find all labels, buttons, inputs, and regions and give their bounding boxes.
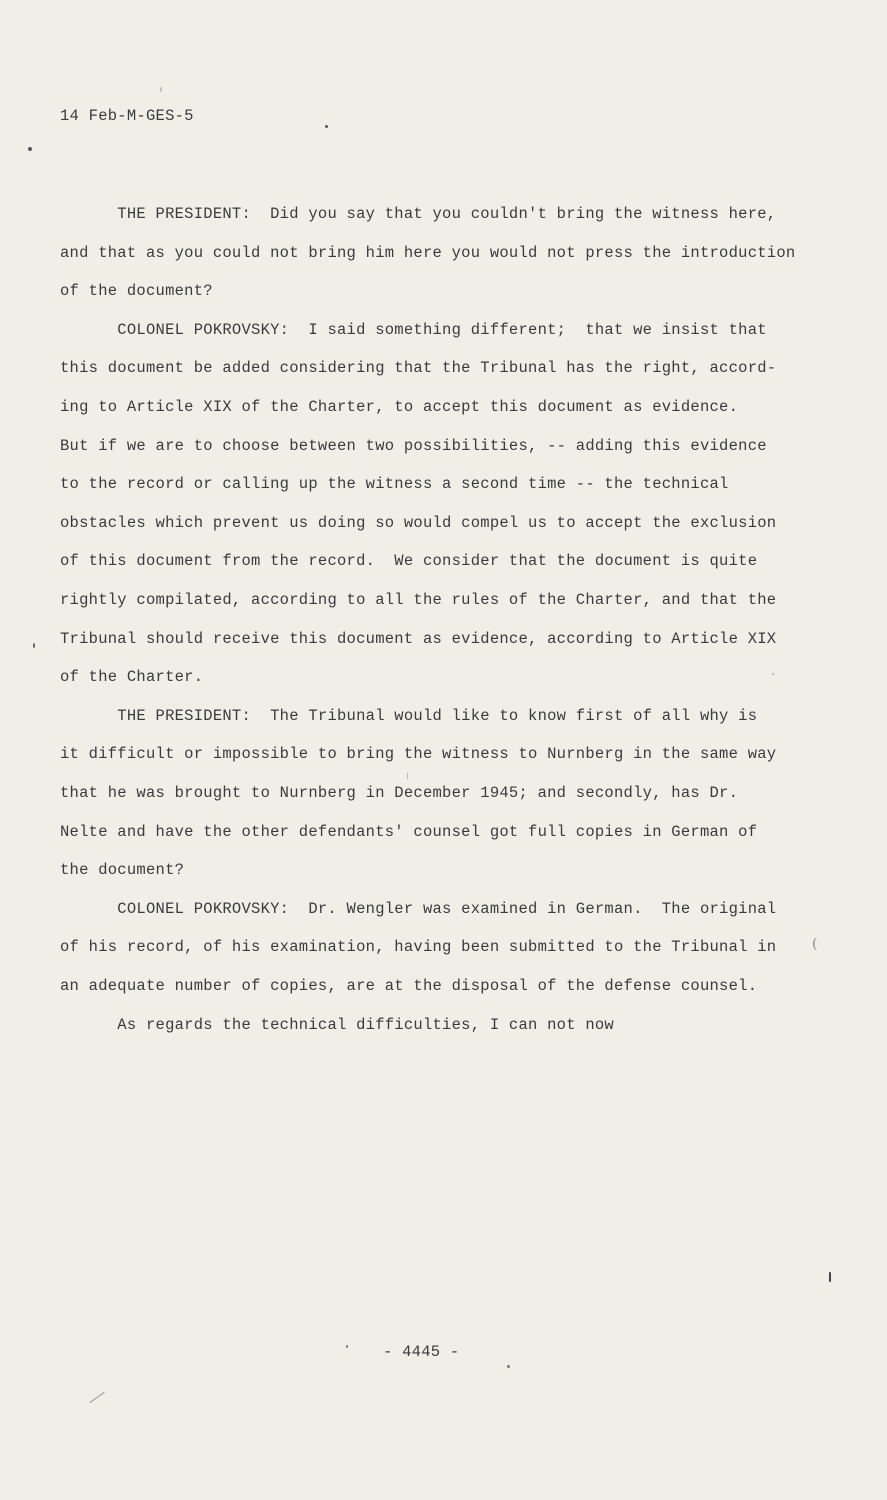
page-number: - 4445 - <box>383 1343 460 1361</box>
text-line: COLONEL POKROVSKY: I said something different; that we insist that <box>60 320 767 339</box>
ink-speck <box>407 772 408 780</box>
ink-speck <box>325 125 328 128</box>
ink-speck <box>346 1345 348 1348</box>
text-line: COLONEL POKROVSKY: Dr. Wengler was examined in German. The original <box>60 899 777 918</box>
text-line: of the Charter. <box>60 668 204 687</box>
pencil-scratch <box>89 1392 104 1403</box>
text-line: Tribunal should receive this document as evidence, according to Article XIX <box>60 629 777 648</box>
text-line: obstacles which prevent us doing so would compel us to accept the exclusion <box>60 513 777 532</box>
text-line: THE PRESIDENT: The Tribunal would like to know first of all why is <box>60 706 758 725</box>
ink-speck <box>772 673 774 675</box>
text-line: of the document? <box>60 282 213 301</box>
margin-mark: ( <box>812 936 818 952</box>
text-line: that he was brought to Nurnberg in December 1945; and secondly, has Dr. <box>60 784 739 802</box>
text-line: this document be added considering that the Tribunal has the right, accord- <box>60 359 777 378</box>
text-line: THE PRESIDENT: Did you say that you couldn't bring the witness here, <box>60 205 777 223</box>
text-line: ing to Article XIX of the Charter, to accept this document as evidence. <box>60 398 739 416</box>
text-line: rightly compilated, according to all the rules of the Charter, and that the <box>60 591 777 609</box>
text-line: to the record or calling up the witness a second time -- the technical <box>60 475 729 494</box>
ink-speck <box>507 1365 510 1368</box>
ink-speck <box>829 1272 831 1282</box>
text-line: an adequate number of copies, are at the disposal of the defense counsel. <box>60 977 758 995</box>
text-line: it difficult or impossible to bring the witness to Nurnberg in the same way <box>60 745 777 764</box>
text-line: the document? <box>60 861 185 880</box>
text-line: of his record, of his examination, having been submitted to the Tribunal in <box>60 938 777 957</box>
text-line: As regards the technical difficulties, I can not now <box>60 1015 614 1034</box>
ink-speck <box>28 147 32 151</box>
text-line: of this document from the record. We consider that the document is quite <box>60 552 758 571</box>
ink-speck <box>33 643 35 648</box>
text-line: Nelte and have the other defendants' counsel got full copies in German of <box>60 822 758 841</box>
text-line: But if we are to choose between two possibilities, -- adding this evidence <box>60 436 767 455</box>
document-header: 14 Feb-M-GES-5 <box>60 107 194 125</box>
ink-speck <box>160 87 162 92</box>
text-line: and that as you could not bring him here you would not press the introduction <box>60 243 796 262</box>
